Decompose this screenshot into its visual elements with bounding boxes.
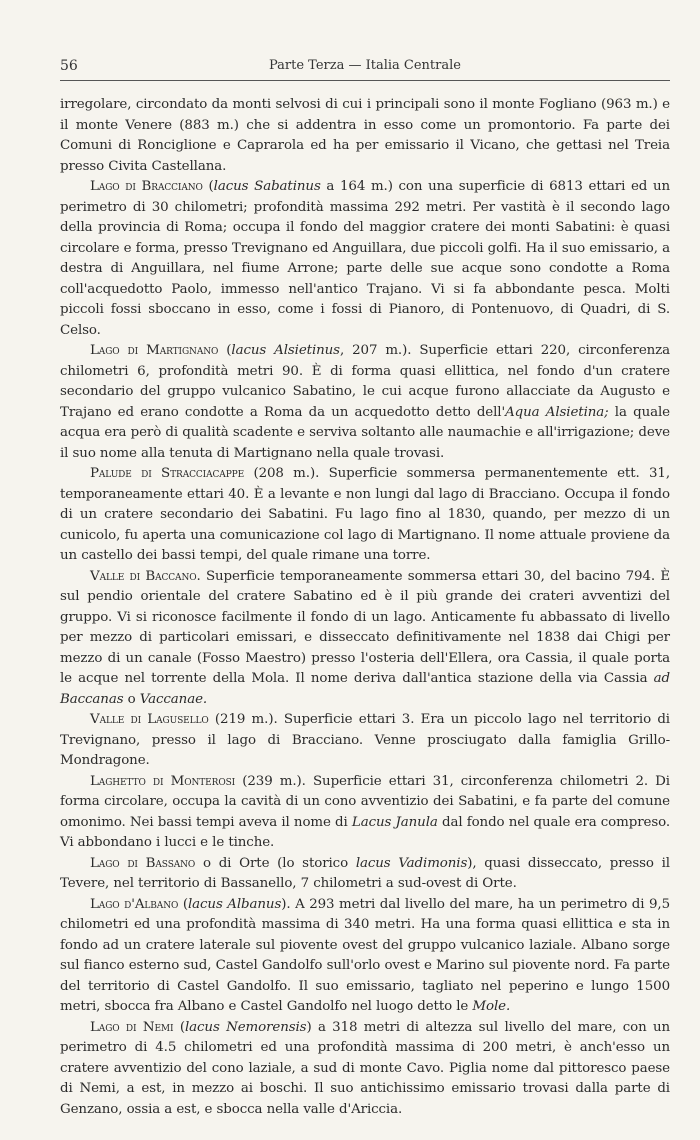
entry-lago-di-bassano: Lago di Bassano o di Orte (lo storico lacus Vadimonis), quasi disseccato, presso il Tevere, nel territorio di Bassanello, 7 chilometri a sud-ovest di Orte. <box>60 855 670 891</box>
entry-heading: Valle di Baccano <box>90 568 197 584</box>
entry-heading: Lago d'Albano <box>90 896 179 912</box>
entry-lago-d-albano: Lago d'Albano (lacus Albanus). A 293 metri dal livello del mare, ha un perimetro di 9,5 chilometri ed una profondità massima di 340 metri. Ha una forma quasi ellittica e sta in fondo ad un cratere laterale sul piovente ovest del gruppo vulcanico laziale. Albano sorge sul fianco esterno sud, Castel Gandolfo sull'orlo ovest e Marino sul piovente nord. Fa parte del territorio di Castel Gandolfo. Il suo emissario, tagliato nel peperino e lungo 1500 metri, sbocca fra Albano e Castel Gandolfo nel luogo detto le Mole. <box>60 896 670 1014</box>
entry-heading: Lago di Bracciano <box>90 179 203 194</box>
running-title: Parte Terza — Italia Centrale <box>269 58 461 73</box>
paragraph-continuation: irregolare, circondato da monti selvosi di cui i principali sono il monte Fogliano (963 m.) e il monte Venere (883 m.) che si addentra in esso come un promontorio. Fa parte dei Comuni di Ronciglione e Caprarola ed ha per emissario il Vicano, che gettasi nel Treia presso Civita Castellana. <box>60 97 670 174</box>
page-number: 56 <box>60 58 78 74</box>
entry-palude-di-stracciacappe: Palude di Stracciacappe (208 m.). Superficie sommersa permanentemente ett. 31, temporaneamente ettari 40. È a levante e non lungi dal lago di Bracciano. Occupa il fondo di un cratere secondario dei Sabatini. Fu lago fino al 1830, quando, per mezzo di un cunicolo, fu aperta una comunicazione col lago di Martignano. Il nome attuale proviene da un castello dei bassi tempi, del quale rimane una torre. <box>60 466 670 563</box>
entry-heading: Laghetto di Monterosi <box>90 773 236 789</box>
running-header <box>60 52 670 81</box>
entry-lago-di-martignano: Lago di Martignano (lacus Alsietinus, 207 m.). Superficie ettari 220, circonferenza chilometri 6, profondità metri 90. È di forma quasi ellittica, nel fondo d'un cratere secondario del gruppo vulcanico Sabatino, le cui acque furono allacciate da Augusto e Trajano ed erano condotte a Roma da un acquedotto detto dell'Aqua Alsietina; la quale acqua era però di qualità scadente e serviva soltanto alle naumachie e all'irrigazione; deve il suo nome alla tenuta di Martignano nella quale trovasi. <box>60 343 671 461</box>
entry-heading: Valle di Lagusello <box>90 712 209 727</box>
entry-lago-di-nemi: Lago di Nemi (lacus Nemorensis) a 318 metri di altezza sul livello del mare, con un perimetro di 4.5 chilometri ed una profondità massima di 200 metri, è anch'esso un cratere avventizio del cono laziale, a sud di monte Cavo. Piglia nome dal pittoresco paese di Nemi, a est, in mezzo ai boschi. Il suo antichissimo emissario trovasi dalla parte di Genzano, ossia a est, e sbocca nella valle d'Ariccia. <box>60 1019 671 1117</box>
main-text <box>60 95 670 1120</box>
entry-laghetto-di-monterosi: Laghetto di Monterosi (239 m.). Superficie ettari 31, circonferenza chilometri 2. Di forma circolare, occupa la cavità di un cono avventizio dei Sabatini, e fa parte del comune omonimo. Nei bassi tempi aveva il nome di Lacus Janula dal fondo nel quale era compreso. Vi abbondano i lucci e le tinche. <box>60 773 670 850</box>
entry-heading: Palude di Stracciacappe <box>90 466 245 481</box>
entry-valle-di-baccano: Valle di Baccano. Superficie temporaneamente sommersa ettari 30, del bacino 794. È sul pendio orientale del cratere Sabatino ed è il più grande dei crateri avventizi del gruppo. Vi si riconosce facilmente il fondo di un lago. Anticamente fu abbassato di livello per mezzo di particolari emissari, e disseccato definitivamente nel 1838 dai Chigi per mezzo di un canale (Fosso Maestro) presso l'osteria dell'Ellera, ora Cassia, il quale porta le acque nel torrente della Mola. Il nome deriva dall'antica stazione della via Cassia ad Baccanas o Vaccanae. <box>60 568 670 707</box>
entry-valle-di-lagusello: Valle di Lagusello (219 m.). Superficie ettari 3. Era un piccolo lago nel territorio di Trevignano, presso il lago di Bracciano. Venne prosciugato dalla famiglia Grillo-Mondragone. <box>60 712 670 768</box>
entry-lago-di-bracciano: Lago di Bracciano (lacus Sabatinus a 164 m.) con una superficie di 6813 ettari ed un perimetro di 30 chilometri; profondità massima 292 metri. Per vastità è il secondo lago della provincia di Roma; occupa il fondo del maggior cratere dei monti Sabatini: è quasi circolare e forma, presso Trevignano ed Anguillara, due piccoli golfi. Ha il suo emissario, a destra di Anguillara, nel fiume Arrone; parte delle sue acque sono condotte a Roma coll'acquedotto Paolo, immesso nell'antico Trajano. Vi si fa abbondante pesca. Molti piccoli fossi sboccano in esso, come i fossi di Pianoro, di Pontenuovo, di Quadri, di S. Celso. <box>60 179 670 338</box>
entry-heading: Lago di Nemi <box>90 1019 174 1035</box>
entry-heading: Lago di Bassano <box>90 855 196 871</box>
entry-heading: Lago di Martignano <box>90 343 219 358</box>
